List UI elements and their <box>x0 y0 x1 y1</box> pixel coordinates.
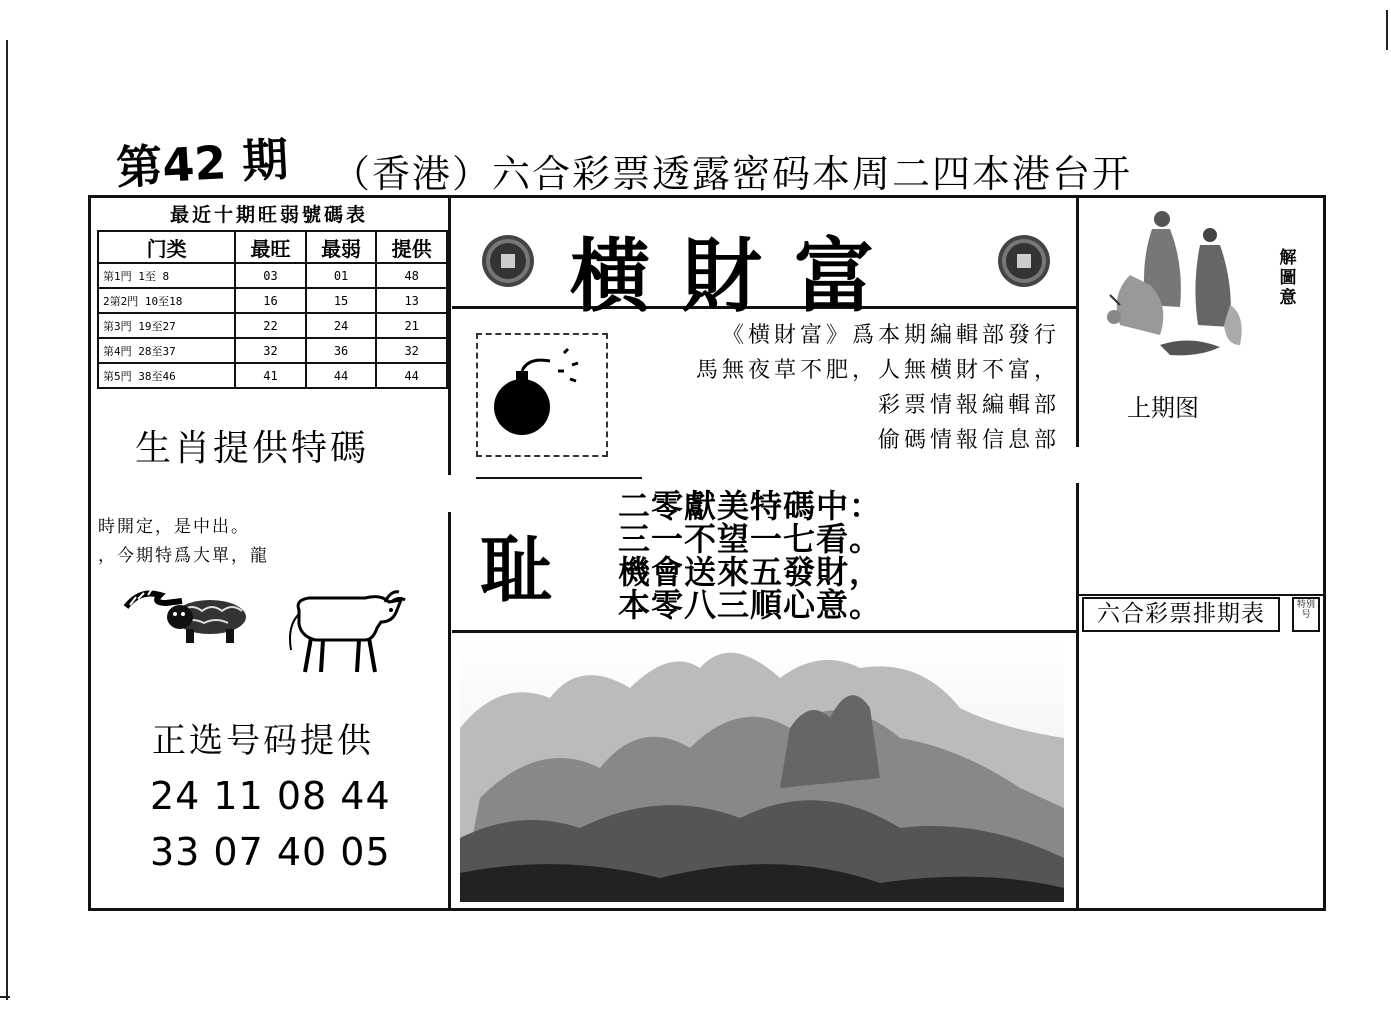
table-row <box>98 363 447 388</box>
cell-cold: 44 <box>306 363 377 388</box>
table-row <box>98 313 447 338</box>
cell-category: 第3門 19至27 <box>98 313 235 338</box>
cell-hot: 41 <box>235 363 306 388</box>
issue-number: 第42 期 <box>115 132 290 196</box>
bomb-icon <box>478 335 606 455</box>
coin-icon <box>480 233 536 289</box>
corner-mark <box>0 996 10 998</box>
motto-line: 彩票情報編輯部 <box>877 393 1060 418</box>
cell-hot: 32 <box>235 338 306 363</box>
poem-line: 機會送來五發財， <box>618 553 883 591</box>
poem-line: 本零八三順心意。 <box>618 586 883 624</box>
cell-hot: 03 <box>235 263 306 288</box>
zodiac-title: 生肖提供特碼 <box>135 428 370 469</box>
divider-right-bottom <box>1076 483 1079 910</box>
page-edge-left <box>6 40 8 1000</box>
poem-line: 三一不望一七看。 <box>618 520 883 558</box>
cell-provide: 13 <box>376 288 447 313</box>
table-row <box>98 288 447 313</box>
main-title: 横財富 <box>570 229 906 323</box>
rule-short <box>476 477 642 479</box>
page-edge-right <box>1386 10 1388 50</box>
table-header-row <box>98 231 447 263</box>
bomb-box <box>476 333 608 457</box>
divider-right-top <box>1076 197 1079 447</box>
cell-cold: 24 <box>306 313 377 338</box>
col-hot: 最旺 <box>235 231 306 263</box>
motto-line: 馬無夜草不肥，人無横財不富， <box>695 358 1060 383</box>
rule-above-landscape <box>452 630 1076 633</box>
cell-provide: 44 <box>376 363 447 388</box>
table-title: 最近十期旺弱號碼表 <box>169 204 368 226</box>
ox-icon <box>285 580 409 676</box>
cell-provide: 21 <box>376 313 447 338</box>
cell-provide: 48 <box>376 263 447 288</box>
header-title: （香港）六合彩票透露密码本周二四本港台开 <box>332 152 1133 196</box>
poem-line: 二零獻美特碼中： <box>618 487 883 525</box>
motto <box>620 318 1060 458</box>
last-issue-label: 上期图 <box>1127 394 1199 422</box>
side-title: 解圖意 <box>1279 248 1295 308</box>
cell-category: 第5門 38至46 <box>98 363 235 388</box>
col-category: 门类 <box>98 231 235 263</box>
big-character: 耻 <box>480 528 553 612</box>
primary-numbers-row: 33 07 40 05 <box>150 830 391 874</box>
landscape-image <box>460 638 1064 902</box>
cell-hot: 16 <box>235 288 306 313</box>
frame-left-top <box>88 197 91 475</box>
primary-numbers-row: 24 11 08 44 <box>150 774 391 818</box>
clue-line: ，今期特爲大單，龍 <box>98 546 269 566</box>
motto-line: 《横財富》爲本期編輯部發行 <box>721 323 1060 348</box>
clue-line: 時開定，是中出。 <box>98 517 250 537</box>
special-number-label: 特别号 <box>1292 597 1320 632</box>
table-row <box>98 338 447 363</box>
cell-category: 第1門 1至 8 <box>98 263 235 288</box>
cell-hot: 22 <box>235 313 306 338</box>
cell-cold: 15 <box>306 288 377 313</box>
primary-title: 正选号码提供 <box>152 721 374 761</box>
cell-cold: 01 <box>306 263 377 288</box>
poem <box>618 487 883 624</box>
motto-line: 偷碼情報信息部 <box>877 428 1060 453</box>
coin-icon <box>996 233 1052 289</box>
codes-table <box>97 230 448 389</box>
table-row <box>98 263 447 288</box>
cell-category: 第4門 28至37 <box>98 338 235 363</box>
clue-text <box>98 513 269 571</box>
cell-category: 2第2門 10至18 <box>98 288 235 313</box>
cell-cold: 36 <box>306 338 377 363</box>
col-provide: 提供 <box>376 231 447 263</box>
rule-schedule <box>1078 594 1324 596</box>
header <box>115 128 1133 198</box>
divider-left-top <box>448 197 451 475</box>
col-cold: 最弱 <box>306 231 377 263</box>
divider-left-bottom <box>448 512 451 910</box>
cell-provide: 32 <box>376 338 447 363</box>
tiger-icon <box>122 585 258 645</box>
schedule-title: 六合彩票排期表 <box>1082 597 1280 632</box>
figures-image <box>1100 205 1252 360</box>
